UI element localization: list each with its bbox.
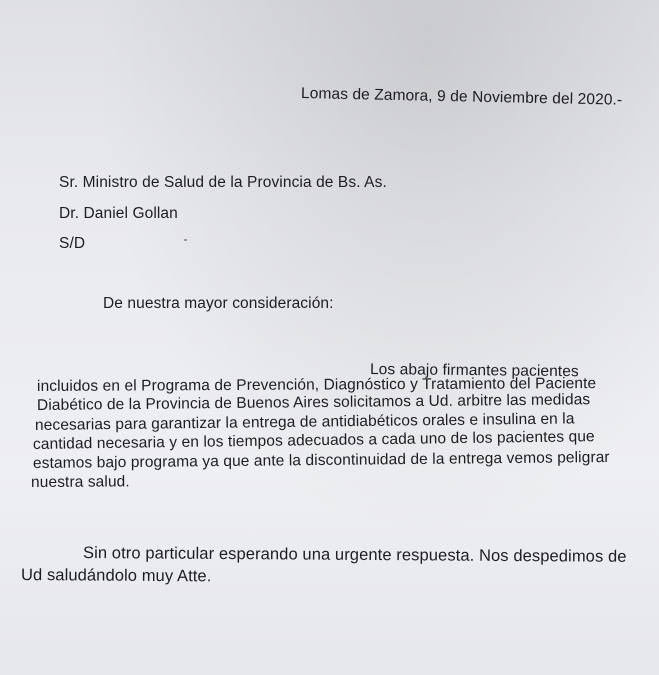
body-line: incluidos en el Programa de Prevención, Diagnóstico y Tratamiento del Paciente	[36, 375, 597, 395]
body-line: Los abajo firmantes pacientes	[369, 361, 579, 381]
recipient-title: Sr. Ministro de Salud de la Provincia de Bs. As.	[59, 174, 387, 191]
closing-line: Sin otro particular esperando una urgente respuesta. Nos despedimos de	[82, 544, 627, 566]
recipient-name: Dr. Daniel Gollan	[59, 205, 178, 222]
paper-speck	[184, 239, 187, 241]
body-line: Diabético de la Provincia de Buenos Aires solicitamos a Ud. arbitre las medidas	[36, 391, 591, 414]
body-line: nuestra salud.	[30, 473, 130, 491]
date-line: Lomas de Zamora, 9 de Noviembre del 2020.-	[300, 85, 623, 109]
body-line: cantidad necesaria y en los tiempos adecuados a cada uno de los pacientes que	[32, 428, 595, 453]
closing-line: Ud saludándolo muy Atte.	[20, 566, 212, 586]
salutation: De nuestra mayor consideración:	[103, 295, 334, 312]
body-line: necesarias para garantizar la entrega de antidiabéticos orales e insulina en la	[34, 410, 575, 434]
body-line: estamos bajo programa ya que ante la discontinuidad de la entrega vemos peligrar	[32, 448, 610, 472]
recipient-sd: S/D	[59, 235, 86, 252]
